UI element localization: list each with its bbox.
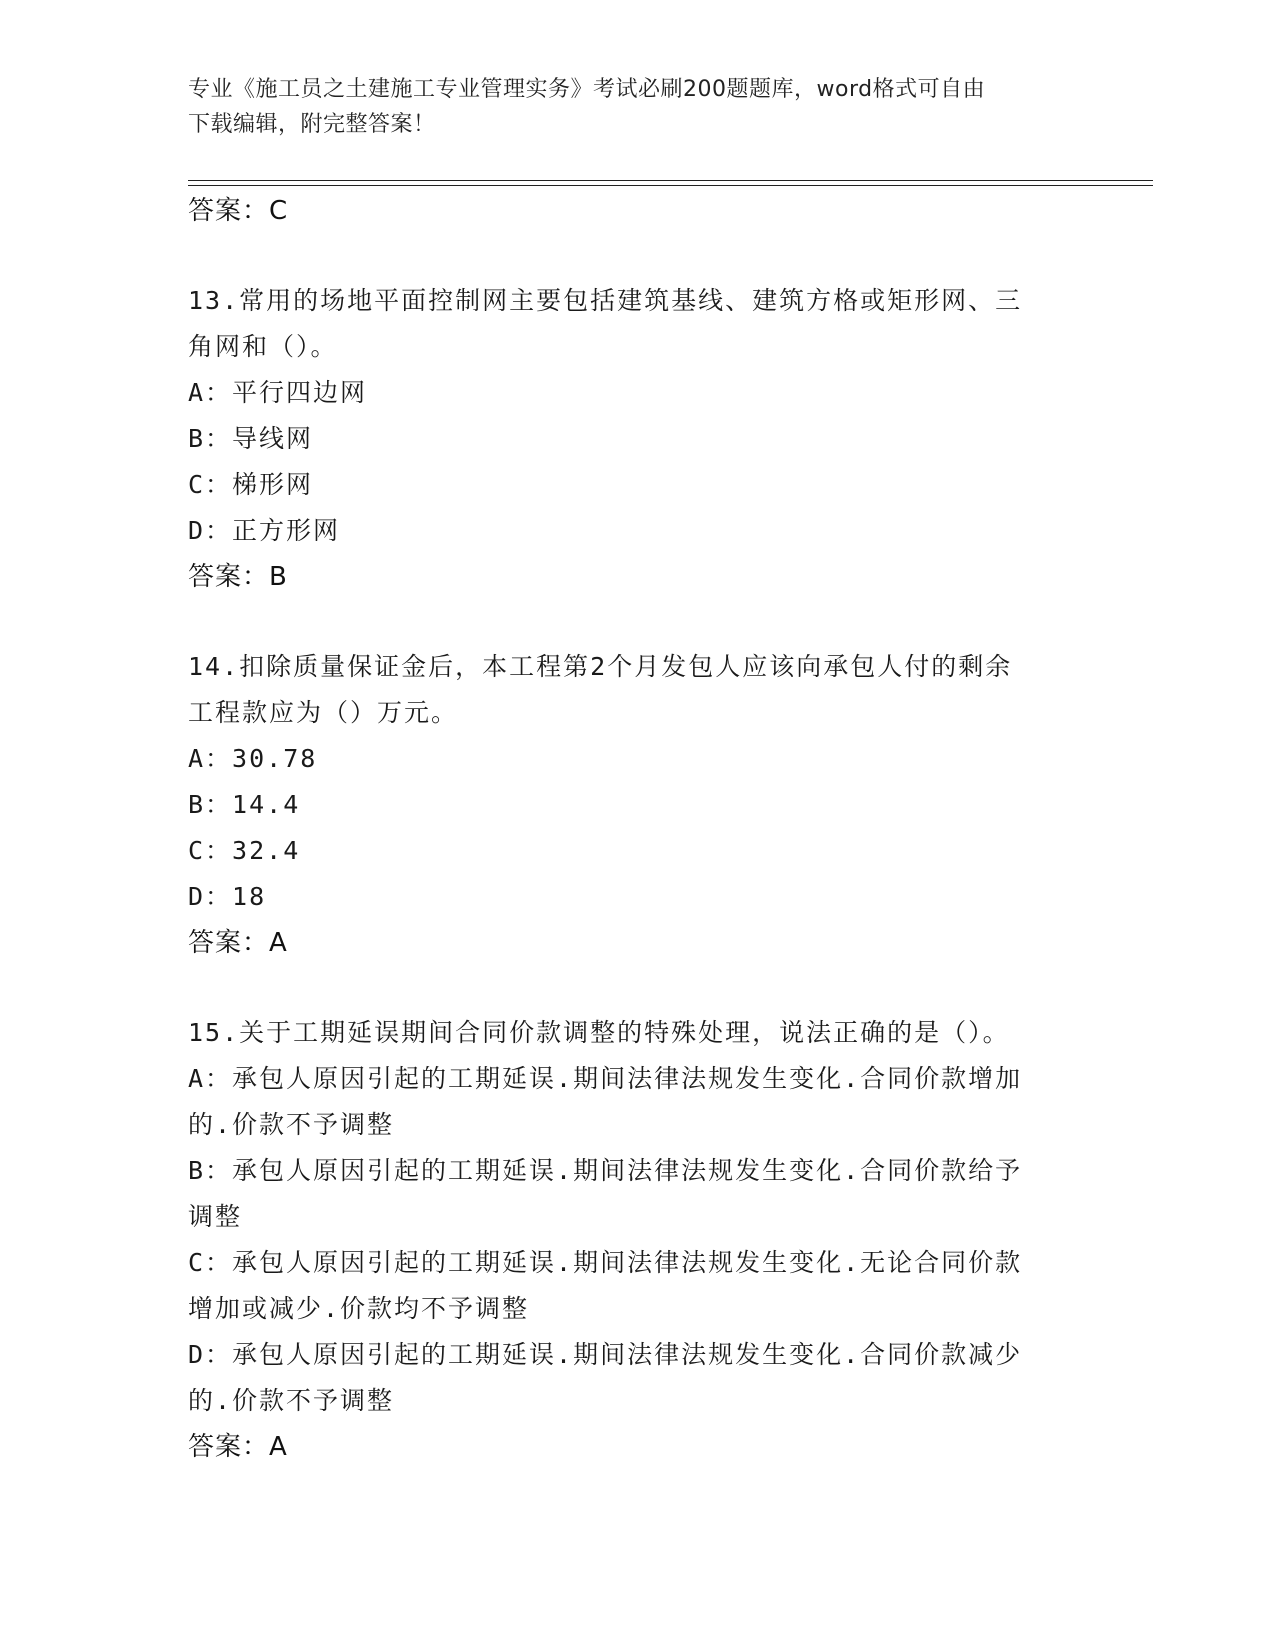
header-line-1: 专业《施工员之土建施工专业管理实务》考试必刷200题题库，word格式可自由 — [188, 77, 986, 102]
question-stem-continued: 角网和（）。 — [188, 332, 338, 361]
question-stem: 13.常用的场地平面控制网主要包括建筑基线、建筑方格或矩形网、三 — [188, 286, 1023, 315]
option-d-continued: 的.价款不予调整 — [188, 1386, 395, 1415]
option-a: A：承包人原因引起的工期延误.期间法律法规发生变化.合同价款增加 — [188, 1064, 1023, 1093]
question-15 — [188, 1010, 1088, 1470]
spacer — [188, 966, 1088, 1010]
answer-q14: 答案：A — [188, 928, 288, 958]
option-a: A：平行四边网 — [188, 378, 368, 407]
header-divider-top — [188, 180, 1153, 181]
question-13 — [188, 278, 1088, 600]
option-a-continued: 的.价款不予调整 — [188, 1110, 395, 1139]
answer-q12: 答案：C — [188, 196, 289, 226]
answer-q13: 答案：B — [188, 562, 288, 592]
question-stem: 14.扣除质量保证金后，本工程第2个月发包人应该向承包人付的剩余 — [188, 652, 1013, 681]
question-content — [188, 188, 1088, 1470]
option-c: C：32.4 — [188, 836, 301, 865]
option-a: A：30.78 — [188, 744, 318, 773]
document-header — [188, 72, 1068, 142]
header-divider-bottom — [188, 185, 1153, 186]
option-c: C：承包人原因引起的工期延误.期间法律法规发生变化.无论合同价款 — [188, 1248, 1023, 1277]
question-stem-continued: 工程款应为（）万元。 — [188, 698, 459, 727]
option-c: C：梯形网 — [188, 470, 314, 499]
option-b: B：导线网 — [188, 424, 314, 453]
option-c-continued: 增加或减少.价款均不予调整 — [188, 1294, 530, 1323]
spacer — [188, 234, 1088, 278]
option-b: B：承包人原因引起的工期延误.期间法律法规发生变化.合同价款给予 — [188, 1156, 1023, 1185]
option-b: B：14.4 — [188, 790, 301, 819]
answer-q15: 答案：A — [188, 1432, 288, 1462]
question-stem: 15.关于工期延误期间合同价款调整的特殊处理，说法正确的是（）。 — [188, 1018, 1010, 1047]
question-14 — [188, 644, 1088, 966]
option-d: D：18 — [188, 882, 267, 911]
spacer — [188, 600, 1088, 644]
option-b-continued: 调整 — [188, 1202, 243, 1231]
header-line-2: 下载编辑，附完整答案！ — [188, 112, 436, 137]
option-d: D：承包人原因引起的工期延误.期间法律法规发生变化.合同价款减少 — [188, 1340, 1023, 1369]
option-d: D：正方形网 — [188, 516, 341, 545]
